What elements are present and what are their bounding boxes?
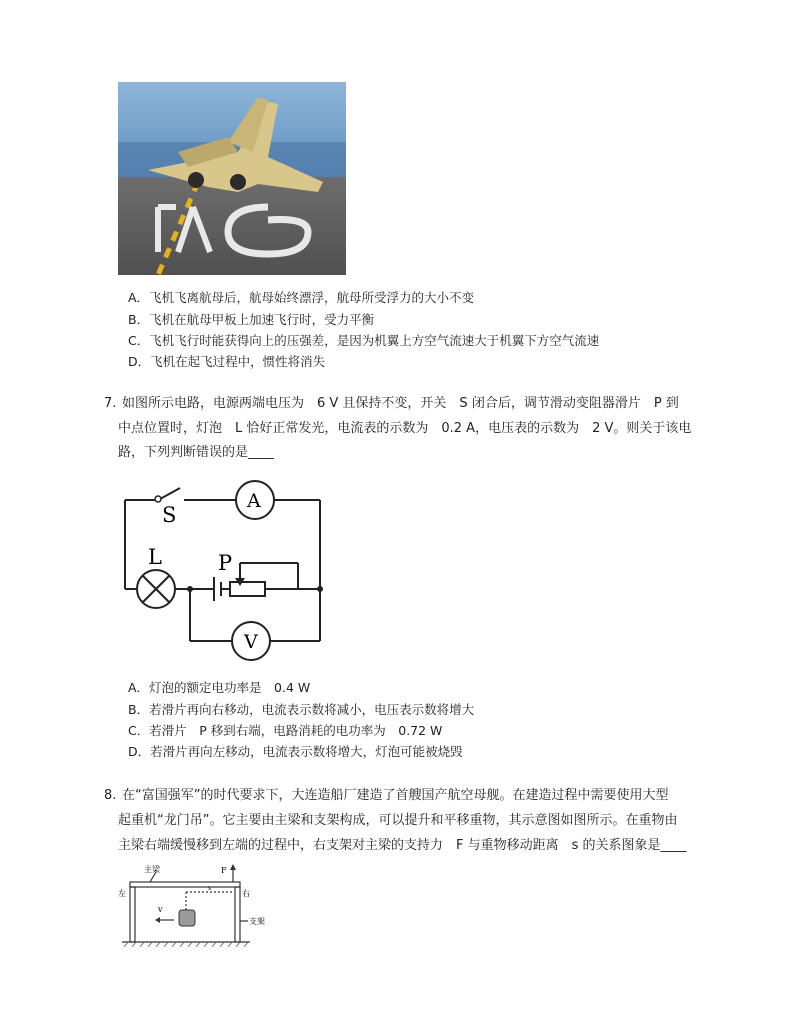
q8-text-line-2: 起重机“龙门吊”。它主要由主梁和支架构成，可以提升和平移重物，其示意图如图所示。在重物由 [118,813,678,828]
q6-option-b: B．飞机在航母甲板上加速飞行时，受力平衡 [128,312,375,327]
q7-text-line-1: 如图所示电路，电源两端电压为 6 V 且保持不变，开关 S 闭合后，调节滑动变阻器滑片 P 到 [122,396,679,411]
q8-text-line-1: 在“富国强军”的时代要求下，大连造船厂建造了首艘国产航空母舰。在建造过程中需要使用大型 [122,788,669,803]
voltmeter-label: V [244,631,258,653]
q6-option-a: A．飞机飞离航母后，航母始终漂浮，航母所受浮力的大小不变 [128,290,475,305]
gantry-crane-diagram [116,862,276,954]
q8-number: 8. [104,788,117,803]
q7-option-d: D．若滑片再向左移动，电流表示数将增大，灯泡可能被烧毁 [128,744,463,759]
q7-text-line-3: 路，下列判断错误的是____ [118,445,275,460]
beam-label: 主梁 [144,865,160,874]
jet-photo-svg [118,82,346,275]
force-label: F [221,866,227,875]
circuit-svg [118,478,338,663]
crane-svg [116,862,276,954]
slider-label: P [218,551,233,575]
q7-number: 7. [104,396,117,411]
switch-label: S [162,503,177,527]
jet-carrier-photo [118,82,346,275]
q7-option-b: B．若滑片再向右移动，电流表示数将减小，电压表示数将增大 [128,702,475,717]
q8-text-line-3: 主梁右端缓慢移到左端的过程中，右支架对主梁的支持力 F 与重物移动距离 s 的关系图象是____ [118,838,687,853]
left-label: 左 [118,889,126,898]
lamp-label: L [148,545,162,569]
distance-label: s [208,885,212,892]
right-label: 右 [242,889,250,898]
q7-option-a: A．灯泡的额定电功率是 0.4 W [128,680,311,695]
q7-text-line-2: 中点位置时，灯泡 L 恰好正常发光，电流表的示数为 0.2 A，电压表的示数为 2 V。则关于该电 [118,421,692,436]
q6-option-d: D．飞机在起飞过程中，惯性将消失 [128,354,326,369]
velocity-label: v [158,905,163,914]
ammeter-label: A [247,490,261,512]
support-label: 支架 [249,917,265,926]
circuit-diagram [118,478,338,663]
q7-option-c: C．若滑片 P 移到右端，电路消耗的电功率为 0.72 W [128,723,443,738]
q6-option-c: C．飞机飞行时能获得向上的压强差，是因为机翼上方空气流速大于机翼下方空气流速 [128,333,600,348]
